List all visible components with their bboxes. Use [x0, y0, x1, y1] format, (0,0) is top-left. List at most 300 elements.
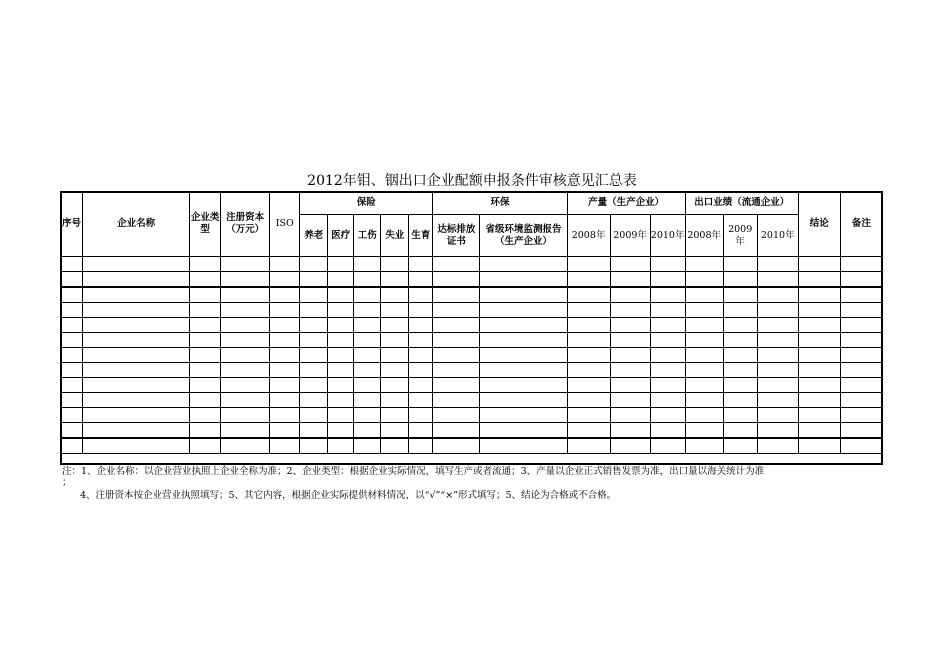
table-cell[interactable]	[840, 408, 882, 423]
table-cell[interactable]	[270, 348, 300, 363]
table-cell[interactable]	[433, 393, 480, 408]
table-cell[interactable]	[650, 318, 685, 333]
table-cell[interactable]	[798, 438, 840, 454]
table-cell[interactable]	[798, 287, 840, 303]
table-cell[interactable]	[328, 272, 354, 288]
table-cell[interactable]	[270, 333, 300, 348]
table-cell[interactable]	[433, 408, 480, 423]
table-cell[interactable]	[300, 272, 328, 288]
table-cell[interactable]	[433, 423, 480, 439]
table-cell[interactable]	[610, 257, 650, 272]
table-cell[interactable]	[840, 378, 882, 393]
table-row	[61, 303, 883, 318]
header-company-name: 企业名称	[83, 192, 190, 257]
table-cell[interactable]	[610, 378, 650, 393]
header-insurance: 保险	[300, 192, 433, 215]
table-cell[interactable]	[798, 303, 840, 318]
table-cell[interactable]	[409, 333, 433, 348]
table-cell[interactable]	[723, 303, 757, 318]
table-cell[interactable]	[480, 348, 567, 363]
table-cell[interactable]	[83, 333, 190, 348]
table-cell[interactable]	[409, 272, 433, 288]
table-cell[interactable]	[480, 393, 567, 408]
table-cell[interactable]	[650, 378, 685, 393]
table-cell[interactable]	[328, 363, 354, 378]
table-cell[interactable]	[83, 378, 190, 393]
table-cell[interactable]	[685, 363, 723, 378]
header-output-2010: 2010年	[650, 215, 685, 257]
table-cell[interactable]	[381, 378, 409, 393]
table-cell[interactable]	[757, 438, 798, 454]
header-unemployment: 失业	[381, 215, 409, 257]
table-cell[interactable]	[354, 408, 381, 423]
table-cell[interactable]	[328, 438, 354, 454]
table-row	[61, 272, 883, 288]
table-cell[interactable]	[798, 333, 840, 348]
table-cell[interactable]	[685, 287, 723, 303]
table-cell[interactable]	[757, 287, 798, 303]
table-cell[interactable]	[685, 303, 723, 318]
table-cell[interactable]	[480, 257, 567, 272]
table-cell[interactable]	[221, 423, 270, 439]
table-cell[interactable]	[221, 408, 270, 423]
table-cell[interactable]	[567, 348, 610, 363]
table-cell[interactable]	[221, 438, 270, 454]
table-cell[interactable]	[328, 333, 354, 348]
table-cell[interactable]	[190, 303, 221, 318]
table-cell[interactable]	[328, 348, 354, 363]
table-cell[interactable]	[433, 257, 480, 272]
table-cell[interactable]	[567, 378, 610, 393]
table-cell[interactable]	[381, 438, 409, 454]
table-cell[interactable]	[190, 318, 221, 333]
table-cell[interactable]	[685, 423, 723, 439]
table-cell[interactable]	[723, 363, 757, 378]
table-cell[interactable]	[610, 363, 650, 378]
header-output-2008: 2008年	[567, 215, 610, 257]
table-cell[interactable]	[381, 363, 409, 378]
note-line-2: 4、注册资本按企业营业执照填写；5、其它内容，根据企业实际提供材料情况，以“√”“×”形式填写；5、结论为合格或不合格。	[80, 490, 617, 501]
table-cell[interactable]	[610, 303, 650, 318]
table-cell[interactable]	[433, 333, 480, 348]
table-cell[interactable]	[650, 363, 685, 378]
table-cell[interactable]	[567, 318, 610, 333]
table-cell[interactable]	[798, 393, 840, 408]
table-cell[interactable]	[270, 423, 300, 439]
header-export-2010: 2010年	[757, 215, 798, 257]
header-export-2009: 2009年	[723, 215, 757, 257]
table-cell[interactable]	[300, 393, 328, 408]
table-cell[interactable]	[650, 408, 685, 423]
table-cell[interactable]	[480, 378, 567, 393]
table-cell[interactable]	[409, 363, 433, 378]
table-cell[interactable]	[567, 272, 610, 288]
table-cell[interactable]	[328, 287, 354, 303]
table-cell[interactable]	[61, 333, 83, 348]
table-cell[interactable]	[757, 363, 798, 378]
table-cell[interactable]	[83, 423, 190, 439]
table-cell[interactable]	[270, 378, 300, 393]
table-cell[interactable]	[221, 333, 270, 348]
table-cell[interactable]	[300, 423, 328, 439]
table-cell[interactable]	[354, 272, 381, 288]
table-cell[interactable]	[409, 438, 433, 454]
table-cell[interactable]	[354, 318, 381, 333]
header-remarks: 备注	[840, 192, 882, 257]
table-cell[interactable]	[61, 438, 83, 454]
table-cell[interactable]	[409, 423, 433, 439]
table-cell[interactable]	[190, 438, 221, 454]
header-output: 产量（生产企业）	[567, 192, 685, 215]
table-cell[interactable]	[757, 333, 798, 348]
table-cell[interactable]	[650, 257, 685, 272]
table-cell[interactable]	[409, 393, 433, 408]
table-cell[interactable]	[840, 333, 882, 348]
table-cell[interactable]	[270, 303, 300, 318]
table-cell[interactable]	[381, 408, 409, 423]
table-cell[interactable]	[381, 287, 409, 303]
table-cell[interactable]	[300, 287, 328, 303]
table-cell[interactable]	[480, 333, 567, 348]
table-cell[interactable]	[480, 318, 567, 333]
table-cell[interactable]	[300, 408, 328, 423]
table-cell[interactable]	[381, 348, 409, 363]
table-cell[interactable]	[61, 393, 83, 408]
table-cell[interactable]	[190, 333, 221, 348]
table-cell[interactable]	[723, 423, 757, 439]
table-cell[interactable]	[354, 348, 381, 363]
table-cell[interactable]	[221, 287, 270, 303]
table-cell[interactable]	[433, 318, 480, 333]
table-cell[interactable]	[757, 378, 798, 393]
table-cell[interactable]	[798, 363, 840, 378]
table-cell[interactable]	[433, 378, 480, 393]
table-cell[interactable]	[840, 303, 882, 318]
table-cell[interactable]	[723, 272, 757, 288]
table-cell[interactable]	[610, 408, 650, 423]
table-row	[61, 423, 883, 439]
table-cell[interactable]	[270, 393, 300, 408]
table-cell[interactable]	[61, 348, 83, 363]
table-cell[interactable]	[757, 348, 798, 363]
table-cell[interactable]	[567, 333, 610, 348]
table-cell[interactable]	[83, 257, 190, 272]
table-cell[interactable]	[840, 318, 882, 333]
table-cell[interactable]	[685, 408, 723, 423]
table-cell[interactable]	[381, 333, 409, 348]
table-cell[interactable]	[221, 393, 270, 408]
table-cell[interactable]	[221, 318, 270, 333]
table-cell[interactable]	[409, 348, 433, 363]
table-cell[interactable]	[328, 257, 354, 272]
table-cell[interactable]	[757, 257, 798, 272]
table-cell[interactable]	[610, 393, 650, 408]
header-conclusion: 结论	[798, 192, 840, 257]
summary-table	[60, 191, 883, 454]
header-registered-capital: 注册资本（万元）	[221, 192, 270, 257]
table-cell[interactable]	[61, 423, 83, 439]
table-cell[interactable]	[221, 363, 270, 378]
table-cell[interactable]	[567, 423, 610, 439]
table-row	[61, 378, 883, 393]
table-cell[interactable]	[840, 438, 882, 454]
table-cell[interactable]	[354, 378, 381, 393]
table-cell[interactable]	[650, 287, 685, 303]
table-cell[interactable]	[610, 333, 650, 348]
table-cell[interactable]	[221, 257, 270, 272]
table-cell[interactable]	[409, 318, 433, 333]
table-cell[interactable]	[61, 257, 83, 272]
table-cell[interactable]	[61, 303, 83, 318]
table-cell[interactable]	[650, 423, 685, 439]
table-cell[interactable]	[757, 393, 798, 408]
table-cell[interactable]	[83, 303, 190, 318]
table-cell[interactable]	[61, 408, 83, 423]
table-cell[interactable]	[840, 257, 882, 272]
table-cell[interactable]	[433, 438, 480, 454]
table-cell[interactable]	[300, 348, 328, 363]
sheet-title: 2012年钼、铟出口企业配额申报条件审核意见汇总表	[307, 173, 637, 189]
table-cell[interactable]	[270, 408, 300, 423]
table-cell[interactable]	[300, 303, 328, 318]
table-row	[61, 393, 883, 408]
table-cell[interactable]	[328, 303, 354, 318]
table-cell[interactable]	[354, 287, 381, 303]
table-cell[interactable]	[409, 378, 433, 393]
table-cell[interactable]	[567, 257, 610, 272]
table-cell[interactable]	[840, 272, 882, 288]
data-rows	[61, 257, 883, 454]
table-cell[interactable]	[567, 363, 610, 378]
table-cell[interactable]	[757, 408, 798, 423]
header-export: 出口业绩（流通企业）	[685, 192, 798, 215]
table-cell[interactable]	[381, 318, 409, 333]
table-cell[interactable]	[190, 393, 221, 408]
table-cell[interactable]	[300, 318, 328, 333]
table-cell[interactable]	[190, 287, 221, 303]
table-cell[interactable]	[83, 287, 190, 303]
table-cell[interactable]	[190, 378, 221, 393]
table-cell[interactable]	[221, 303, 270, 318]
table-cell[interactable]	[798, 318, 840, 333]
table-cell[interactable]	[190, 423, 221, 439]
table-cell[interactable]	[798, 272, 840, 288]
table-cell[interactable]	[798, 378, 840, 393]
table-cell[interactable]	[190, 363, 221, 378]
table-cell[interactable]	[685, 257, 723, 272]
table-cell[interactable]	[83, 408, 190, 423]
table-cell[interactable]	[723, 408, 757, 423]
table-cell[interactable]	[567, 438, 610, 454]
table-cell[interactable]	[480, 303, 567, 318]
table-cell[interactable]	[300, 333, 328, 348]
table-cell[interactable]	[61, 272, 83, 288]
table-cell[interactable]	[723, 393, 757, 408]
table-cell[interactable]	[757, 423, 798, 439]
table-cell[interactable]	[61, 318, 83, 333]
table-cell[interactable]	[798, 423, 840, 439]
table-cell[interactable]	[567, 303, 610, 318]
table-cell[interactable]	[840, 348, 882, 363]
table-cell[interactable]	[270, 438, 300, 454]
table-cell[interactable]	[409, 257, 433, 272]
table-cell[interactable]	[840, 423, 882, 439]
table-cell[interactable]	[840, 287, 882, 303]
table-cell[interactable]	[610, 438, 650, 454]
note-line-1-tail: ；	[62, 477, 72, 488]
table-cell[interactable]	[381, 423, 409, 439]
table-cell[interactable]	[433, 348, 480, 363]
table-cell[interactable]	[757, 272, 798, 288]
table-cell[interactable]	[610, 423, 650, 439]
table-cell[interactable]	[685, 272, 723, 288]
table-cell[interactable]	[270, 287, 300, 303]
table-cell[interactable]	[567, 408, 610, 423]
table-row	[61, 333, 883, 348]
table-cell[interactable]	[840, 393, 882, 408]
table-cell[interactable]	[650, 348, 685, 363]
table-cell[interactable]	[723, 378, 757, 393]
header-medical: 医疗	[328, 215, 354, 257]
table-cell[interactable]	[685, 393, 723, 408]
header-output-2009: 2009年	[610, 215, 650, 257]
table-cell[interactable]	[190, 348, 221, 363]
table-cell[interactable]	[300, 438, 328, 454]
table-cell[interactable]	[480, 423, 567, 439]
table-cell[interactable]	[270, 257, 300, 272]
table-cell[interactable]	[83, 393, 190, 408]
table-cell[interactable]	[61, 363, 83, 378]
table-cell[interactable]	[354, 363, 381, 378]
table-cell[interactable]	[685, 348, 723, 363]
table-cell[interactable]	[723, 257, 757, 272]
table-cell[interactable]	[83, 438, 190, 454]
table-cell[interactable]	[757, 318, 798, 333]
table-cell[interactable]	[757, 303, 798, 318]
table-cell[interactable]	[610, 287, 650, 303]
table-cell[interactable]	[610, 272, 650, 288]
header-row-1	[61, 192, 883, 215]
table-cell[interactable]	[650, 438, 685, 454]
table-row	[61, 287, 883, 303]
table-cell[interactable]	[83, 318, 190, 333]
table-cell[interactable]	[433, 303, 480, 318]
table-cell[interactable]	[83, 348, 190, 363]
table-cell[interactable]	[650, 333, 685, 348]
table-cell[interactable]	[723, 333, 757, 348]
table-cell[interactable]	[381, 303, 409, 318]
table-cell[interactable]	[650, 393, 685, 408]
table-cell[interactable]	[328, 318, 354, 333]
table-cell[interactable]	[723, 318, 757, 333]
table-cell[interactable]	[381, 272, 409, 288]
table-cell[interactable]	[433, 272, 480, 288]
table-cell[interactable]	[650, 303, 685, 318]
table-cell[interactable]	[480, 408, 567, 423]
table-cell[interactable]	[300, 363, 328, 378]
table-cell[interactable]	[270, 318, 300, 333]
table-row	[61, 408, 883, 423]
table-cell[interactable]	[190, 257, 221, 272]
table-cell[interactable]	[409, 408, 433, 423]
table-cell[interactable]	[221, 378, 270, 393]
header-pension: 养老	[300, 215, 328, 257]
table-cell[interactable]	[328, 378, 354, 393]
table-cell[interactable]	[354, 303, 381, 318]
header-env-report: 省级环境监测报告（生产企业）	[480, 215, 567, 257]
table-row	[61, 438, 883, 454]
table-cell[interactable]	[221, 348, 270, 363]
table-cell[interactable]	[270, 272, 300, 288]
table-cell[interactable]	[190, 408, 221, 423]
table-cell[interactable]	[328, 408, 354, 423]
table-cell[interactable]	[354, 333, 381, 348]
table-cell[interactable]	[354, 393, 381, 408]
table-cell[interactable]	[381, 393, 409, 408]
table-cell[interactable]	[480, 272, 567, 288]
table-cell[interactable]	[723, 438, 757, 454]
table-cell[interactable]	[480, 438, 567, 454]
table-cell[interactable]	[83, 363, 190, 378]
table-cell[interactable]	[433, 363, 480, 378]
header-seq: 序号	[61, 192, 83, 257]
table-cell[interactable]	[83, 272, 190, 288]
table-cell[interactable]	[61, 378, 83, 393]
table-cell[interactable]	[221, 272, 270, 288]
table-row	[61, 318, 883, 333]
table-cell[interactable]	[480, 363, 567, 378]
table-cell[interactable]	[610, 348, 650, 363]
table-cell[interactable]	[270, 363, 300, 378]
table-cell[interactable]	[409, 287, 433, 303]
table-cell[interactable]	[798, 408, 840, 423]
table-cell[interactable]	[300, 378, 328, 393]
table-cell[interactable]	[480, 287, 567, 303]
table-cell[interactable]	[567, 287, 610, 303]
table-cell[interactable]	[354, 423, 381, 439]
table-cell[interactable]	[650, 272, 685, 288]
header-maternity: 生育	[409, 215, 433, 257]
header-environment: 环保	[433, 192, 567, 215]
table-cell[interactable]	[328, 393, 354, 408]
table-cell[interactable]	[354, 438, 381, 454]
table-cell[interactable]	[685, 438, 723, 454]
table-cell[interactable]	[433, 287, 480, 303]
table-cell[interactable]	[685, 333, 723, 348]
table-cell[interactable]	[685, 318, 723, 333]
table-cell[interactable]	[354, 257, 381, 272]
header-iso: ISO	[270, 192, 300, 257]
table-row	[61, 363, 883, 378]
table-cell[interactable]	[840, 363, 882, 378]
table-cell[interactable]	[798, 348, 840, 363]
table-cell[interactable]	[610, 318, 650, 333]
table-cell[interactable]	[328, 423, 354, 439]
table-cell[interactable]	[300, 257, 328, 272]
table-cell[interactable]	[381, 257, 409, 272]
table-cell[interactable]	[685, 378, 723, 393]
table-cell[interactable]	[723, 348, 757, 363]
table-row	[61, 348, 883, 363]
table-cell[interactable]	[567, 393, 610, 408]
table-cell[interactable]	[798, 257, 840, 272]
table-cell[interactable]	[409, 303, 433, 318]
table-cell[interactable]	[723, 287, 757, 303]
header-export-2008: 2008年	[685, 215, 723, 257]
table-cell[interactable]	[61, 287, 83, 303]
header-company-type: 企业类型	[190, 192, 221, 257]
table-cell[interactable]	[190, 272, 221, 288]
